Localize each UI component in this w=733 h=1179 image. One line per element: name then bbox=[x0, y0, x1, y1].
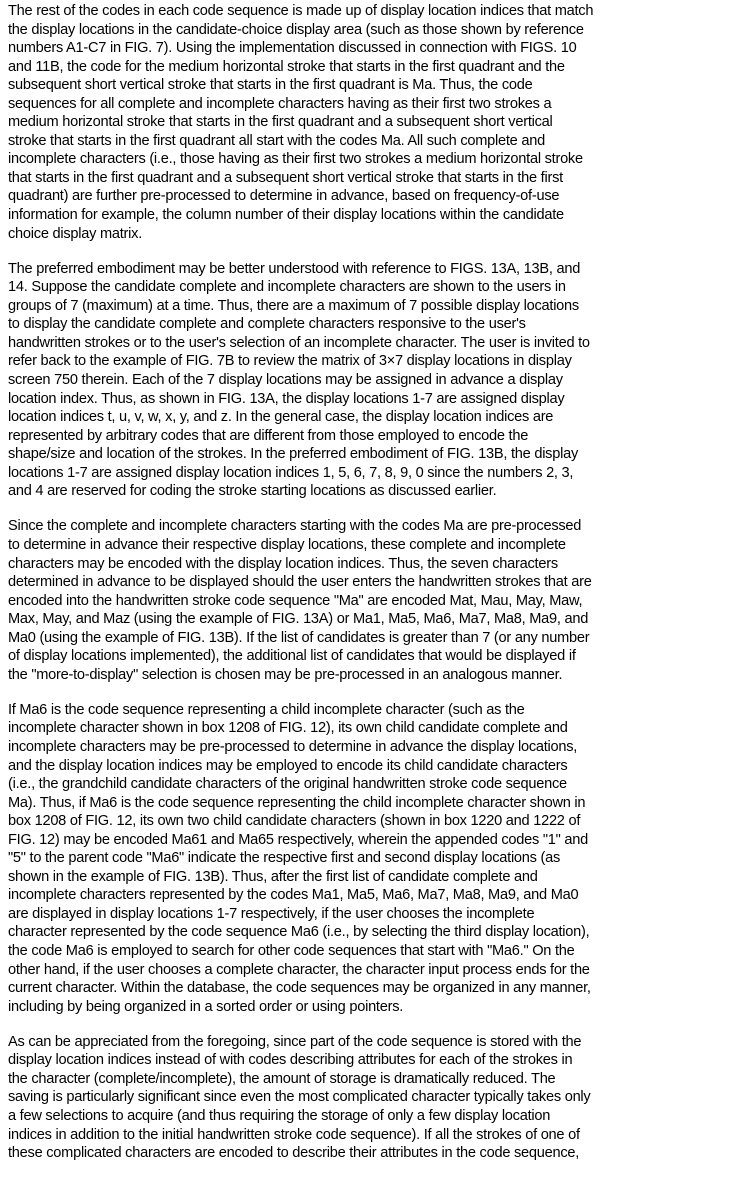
text-line: (i.e., the grandchild candidate characters of the original handwritten stroke code sequence bbox=[8, 776, 567, 793]
text-line: subsequent short vertical stroke that starts in the first quadrant is Ma. Thus, the code bbox=[8, 77, 533, 94]
text-line: and 4 are reserved for coding the stroke starting locations as discussed earlier. bbox=[8, 483, 497, 500]
text-line: the code Ma6 is employed to search for other code sequences that start with "Ma6." On the bbox=[8, 943, 575, 960]
text-line: shown in the example of FIG. 13B). Thus, after the first list of candidate complete and bbox=[8, 868, 538, 885]
text-line: including by being organized in a sorted order or using pointers. bbox=[8, 998, 404, 1015]
document-page bbox=[8, 2, 730, 1179]
text-line: information for example, the column number of their display locations within the candidate bbox=[8, 207, 564, 224]
text-line: Ma0 (using the example of FIG. 13B). If the list of candidates is greater than 7 (or any number bbox=[8, 629, 590, 646]
text-line: that starts in the first quadrant and a subsequent short vertical stroke that starts in the first bbox=[8, 169, 563, 186]
text-line: choice display matrix. bbox=[8, 225, 143, 242]
text-line: the "more-to-display" selection is chosen may be pre-processed in an analogous manner. bbox=[8, 666, 563, 683]
text-line: 14. Suppose the candidate complete and incomplete characters are shown to the users in bbox=[8, 279, 566, 296]
text-line: current character. Within the database, the code sequences may be organized in any manner, bbox=[8, 980, 591, 997]
paragraph-4 bbox=[8, 701, 730, 1016]
text-line: to display the candidate complete and complete characters responsive to the user's bbox=[8, 316, 526, 333]
text-line: incomplete characters (i.e., those having as their first two strokes a medium horizontal stroke bbox=[8, 151, 583, 168]
paragraph-1 bbox=[8, 2, 730, 243]
text-line: indices in addition to the initial handwritten stroke code sequence). If all the strokes of one of bbox=[8, 1126, 580, 1143]
text-line: incomplete characters represented by the codes Ma1, Ma5, Ma6, Ma7, Ma8, Ma9, and Ma0 bbox=[8, 887, 579, 904]
text-line: incomplete character shown in box 1208 of FIG. 12), its own child candidate complete and bbox=[8, 720, 568, 737]
text-line: a few selections to acquire (and thus requiring the storage of only a few display location bbox=[8, 1108, 551, 1124]
text-line: the display locations in the candidate-choice display area (such as those shown by reference bbox=[8, 21, 584, 38]
text-line: box 1208 of FIG. 12, its own two child candidate characters (shown in box 1220 and 1222 of bbox=[8, 813, 581, 830]
text-line: sequences for all complete and incomplete characters having as their first two strokes a bbox=[8, 95, 552, 112]
text-line: and 11B, the code for the medium horizontal stroke that starts in the first quadrant and the bbox=[8, 58, 565, 75]
text-line: Ma). Thus, if Ma6 is the code sequence representing the child incomplete character shown in bbox=[8, 794, 586, 811]
text-line: the character (complete/incomplete), the amount of storage is dramatically reduced. The bbox=[8, 1070, 556, 1087]
text-line: determined in advance to be displayed should the user enters the handwritten strokes that are bbox=[8, 574, 592, 591]
text-line: character represented by the code sequence Ma6 (i.e., by selecting the third display location), bbox=[8, 924, 590, 941]
text-line: encoded into the handwritten stroke code sequence "Ma" are encoded Mat, Mau, May, Maw, bbox=[8, 592, 583, 609]
text-line: handwritten strokes or to the user's selection of an incomplete character. The user is invited to bbox=[8, 334, 590, 351]
text-line: As can be appreciated from the foregoing, since part of the code sequence is stored with the bbox=[8, 1033, 582, 1050]
text-line: these complicated characters are encoded to describe their attributes in the code sequence, bbox=[8, 1145, 580, 1162]
text-line: stroke that starts in the first quadrant all start with the codes Ma. All such complete and bbox=[8, 132, 545, 149]
text-line: If Ma6 is the code sequence representing a child incomplete character (such as the bbox=[8, 701, 525, 718]
text-line: and the display location indices may be employed to encode its child candidate characters bbox=[8, 757, 568, 774]
text-line: "5" to the parent code "Ma6" indicate the respective first and second display locations (as bbox=[8, 850, 561, 867]
text-line: of display locations implemented), the additional list of candidates that would be displayed if bbox=[8, 648, 576, 665]
text-line: Max, May, and Maz (using the example of FIG. 13A) or Ma1, Ma5, Ma6, Ma7, Ma8, Ma9, and bbox=[8, 611, 589, 628]
paragraph-5 bbox=[8, 1033, 730, 1163]
text-line: shape/size and location of the strokes. In the preferred embodiment of FIG. 13B, the display bbox=[8, 446, 578, 463]
text-line: incomplete characters may be pre-processed to determine in advance the display locations, bbox=[8, 739, 578, 756]
text-line: are displayed in display locations 1-7 respectively, if the user chooses the incomplete bbox=[8, 905, 535, 922]
text-line: screen 750 therein. Each of the 7 display locations may be assigned in advance a display bbox=[8, 371, 563, 388]
text-line: location indices t, u, v, w, x, y, and z. In the general case, the display location indices are bbox=[8, 409, 554, 426]
text-line: represented by arbitrary codes that are different from those employed to encode the bbox=[8, 427, 529, 444]
text-line: locations 1-7 are assigned display location indices 1, 5, 6, 7, 8, 9, 0 since the numbers 2, 3, bbox=[8, 464, 574, 481]
text-line: display location indices instead of with codes describing attributes for each of the strokes in bbox=[8, 1052, 573, 1069]
paragraph-3 bbox=[8, 517, 730, 684]
text-line: FIG. 12) may be encoded Ma61 and Ma65 respectively, wherein the appended codes "1" and bbox=[8, 831, 589, 848]
text-line: location index. Thus, as shown in FIG. 13A, the display locations 1-7 are assigned display bbox=[8, 390, 565, 407]
text-line: saving is particularly significant since even the most complicated character typically takes only bbox=[8, 1089, 591, 1106]
text-line: groups of 7 (maximum) at a time. Thus, there are a maximum of 7 possible display locations bbox=[8, 297, 579, 314]
text-line: numbers A1-C7 in FIG. 7). Using the implementation discussed in connection with FIGS. 10 bbox=[8, 40, 577, 57]
text-line: characters may be encoded with the display location indices. Thus, the seven characters bbox=[8, 555, 558, 572]
text-line: to determine in advance their respective display locations, these complete and incomplete bbox=[8, 536, 566, 553]
text-line: other hand, if the user chooses a complete character, the character input process ends for the bbox=[8, 961, 590, 978]
paragraph-2 bbox=[8, 260, 730, 501]
text-line: The rest of the codes in each code sequence is made up of display location indices that match bbox=[8, 3, 594, 19]
text-line: The preferred embodiment may be better understood with reference to FIGS. 13A, 13B, and bbox=[8, 260, 581, 277]
text-line: refer back to the example of FIG. 7B to review the matrix of 3×7 display locations in display bbox=[8, 353, 572, 370]
text-line: Since the complete and incomplete characters starting with the codes Ma are pre-processed bbox=[8, 518, 582, 535]
text-line: quadrant) are further pre-processed to determine in advance, based on frequency-of-use bbox=[8, 188, 560, 205]
text-line: medium horizontal stroke that starts in the first quadrant and a subsequent short vertical bbox=[8, 114, 553, 131]
